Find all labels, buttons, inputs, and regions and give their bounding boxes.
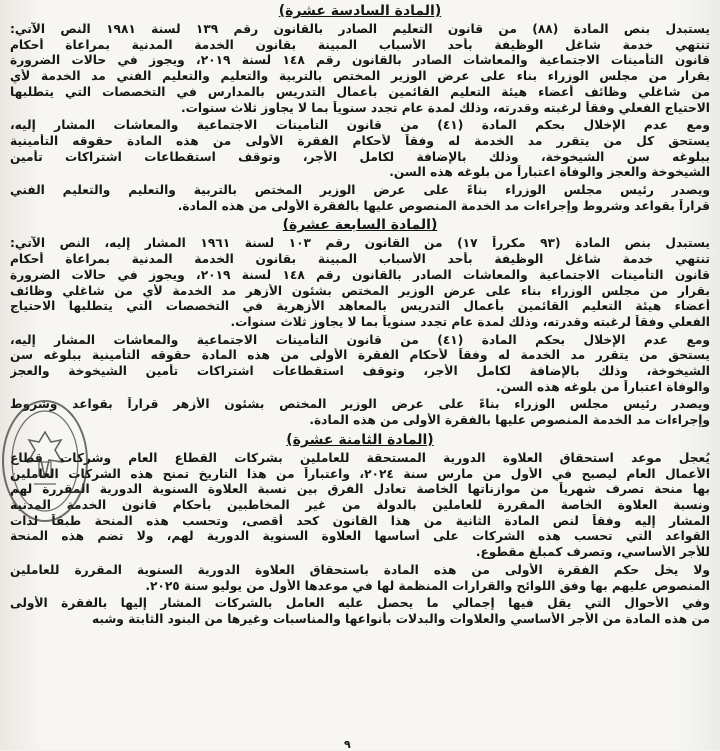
text-line: للأجر الأساسي، وتصرف كمبلغ مقطوع. xyxy=(475,545,710,560)
eagle-emblem-icon xyxy=(4,402,86,520)
paragraph xyxy=(10,596,710,627)
paragraph xyxy=(10,183,710,214)
document-body xyxy=(10,2,710,630)
text-line: بقرار من مجلس الوزراء بناء على عرض الوزير المختص بشئون الأزهر مد الخدمة لأي من شاغلي وظائف xyxy=(10,283,710,298)
text-line: ومع عدم الإخلال بحكم المادة (٤١) من قانون التأمينات الاجتماعية والمعاشات المشار إليه، xyxy=(10,118,710,133)
text-line: يستبدل بنص المادة (٩٣ مكرراً ١٧) من القانون رقم ١٠٣ لسنة ١٩٦١ المشار إليه، النص الآتي: xyxy=(10,236,710,251)
text-line: ببلوغه سن الشيخوخة، وذلك بالإضافة لكامل الأجر، وتوقف استقطاعات اشتراكات تأمين xyxy=(10,149,710,164)
page-number: ٩ xyxy=(344,738,351,751)
text-line: يستحق من يتقرر مد الخدمة له وفقاً لأحكام الفقرة الأولى من هذه المادة حقوقه التأمينية ببلوغه سن xyxy=(10,348,710,363)
text-line: تنتهي خدمة شاغل الوظيفة بأحد الأسباب المبينة بقانون الخدمة المدنية بمراعاة أحكام xyxy=(10,252,710,267)
text-line: الفعلي وفقاً لرغبته وقدرته، وذلك لمدة عام تجدد سنوياً بما لا يجاوز ثلاث سنوات. xyxy=(230,314,710,329)
paragraph xyxy=(10,22,710,116)
text-line: ولا يخل حكم الفقرة الأولى من هذه المادة باستحقاق العلاوة الدورية السنوية المقررة للعاملين xyxy=(10,562,710,577)
text-line: والوفاة اعتباراً من بلوغه هذه السن. xyxy=(495,379,710,394)
text-line: بها منحة تصرف شهرياً من موازناتها الخاصة تعادل الفرق بين نسبة العلاوة السنوية الدورية المقررة لهم xyxy=(10,482,710,497)
text-line: أعضاء هيئة التعليم القائمين بأعمال التدريس بالمعاهد الأزهرية في التخصصات التي يتطلبها الاحتياج xyxy=(10,299,710,314)
paragraph xyxy=(10,333,710,396)
text-line: ويصدر رئيس مجلس الوزراء بناءً على عرض الوزير المختص بالتربية والتعليم والتعليم الفني xyxy=(10,183,710,198)
text-line: ونسبة العلاوة الخاصة المقررة للعاملين بالدولة من غير المخاطبين بأحكام قانون الخدمة المدنية xyxy=(10,497,710,512)
official-seal-stamp xyxy=(2,400,88,522)
article-heading: (المادة السادسة عشرة) xyxy=(278,3,442,19)
text-line: يستحق كل من يتقرر مد الخدمة له وفقاً لأحكام الفقرة الأولى من هذه المادة حقوقه التأمينية xyxy=(10,133,710,148)
text-line: قانون التأمينات الاجتماعية والمعاشات الصادر بالقانون رقم ١٤٨ لسنة ٢٠١٩، ويجوز في حالات الضرورة xyxy=(10,53,710,68)
text-line: ومع عدم الإخلال بحكم المادة (٤١) من قانون التأمينات الاجتماعية والمعاشات المشار إليه، xyxy=(10,332,710,347)
article-heading: (المادة الثامنة عشرة) xyxy=(286,431,434,448)
text-line: الأعمال العام ليصبح في الأول من مارس سنة ٢٠٢٤، واعتباراً من هذا التاريخ تمنح هذه الشركات العاملين xyxy=(10,466,710,481)
paragraph xyxy=(10,563,710,594)
text-line: ويصدر رئيس مجلس الوزراء بناءً على عرض الوزير المختص بشئون الأزهر قراراً بقواعد وشروط xyxy=(10,397,710,412)
article-heading: (المادة السابعة عشرة) xyxy=(282,217,438,234)
text-line: قراراً بقواعد وشروط وإجراءات مد الخدمة المنصوص عليها بالفقرة الأولى من هذه المادة. xyxy=(177,198,710,213)
text-line: قانون التأمينات الاجتماعية والمعاشات الصادر بالقانون رقم ١٤٨ لسنة ٢٠١٩، ويجوز في حالات الضرورة xyxy=(10,267,710,282)
text-line: الشيخوخة والعجز والوفاة اعتباراً من بلوغه هذه السن. xyxy=(389,165,710,180)
paragraph xyxy=(10,397,710,428)
paragraph xyxy=(10,236,710,330)
text-line: من شاغلي وظائف أعضاء هيئة التعليم القائمين بأعمال التدريس بالمدارس في التخصصات التي يتطلبها xyxy=(10,84,710,99)
text-line: المشار إليه وفقاً لنص المادة الثانية من هذا القانون كحد أقصى، وتحسب هذه المنحة طبقاً لذات xyxy=(10,513,710,528)
text-line: المنصوص عليهم بها وفق اللوائح والقرارات المنظمة لها في موعدها الأول من يوليو سنة ٢٠٢٥. xyxy=(145,578,710,593)
paragraph xyxy=(10,451,710,561)
text-line: تنتهي خدمة شاغل الوظيفة بأحد الأسباب المبينة بقانون الخدمة المدنية بمراعاة أحكام xyxy=(10,37,710,52)
text-line: من هذه المادة من الأجر الأساسي والعلاوات والبدلات بأنواعها والمناسبات وغيرها من البنود الثابتة وشبه xyxy=(91,611,710,626)
text-line: الاحتياج الفعلي وفقاً لرغبته وقدرته، وذلك لمدة عام تجدد سنوياً بما لا يجاوز ثلاث سنوات. xyxy=(180,100,710,115)
text-line: القواعد التي تحسب هذه الشركات على أساسها العلاوة السنوية الدورية لهم، ولا تضم هذه المنحة xyxy=(10,529,710,544)
text-line: وفي الأحوال التي يقل فيها إجمالي ما يحصل عليه العامل بالشركات المشار إليها بالفقرة الأولى xyxy=(10,596,710,611)
paragraph xyxy=(10,118,710,181)
text-line: بقرار من مجلس الوزراء بناء على عرض الوزير المختص بالتربية والتعليم والتعليم الفني مد الخدمة لأي xyxy=(10,69,710,84)
text-line: الشيخوخة، وذلك بالإضافة لكامل الأجر، وتوقف استقطاعات اشتراكات تأمين الشيخوخة والعجز xyxy=(10,364,710,379)
text-line: وإجراءات مد الخدمة المنصوص عليها بالفقرة الأولى من هذه المادة. xyxy=(309,413,710,428)
text-line: يُعجل موعد استحقاق العلاوة الدورية المستحقة للعاملين بشركات القطاع العام وشركات قطاع xyxy=(10,450,710,465)
text-line: يستبدل بنص المادة (٨٨) من قانون التعليم الصادر بالقانون رقم ١٣٩ لسنة ١٩٨١ النص الآتي: xyxy=(10,22,710,36)
